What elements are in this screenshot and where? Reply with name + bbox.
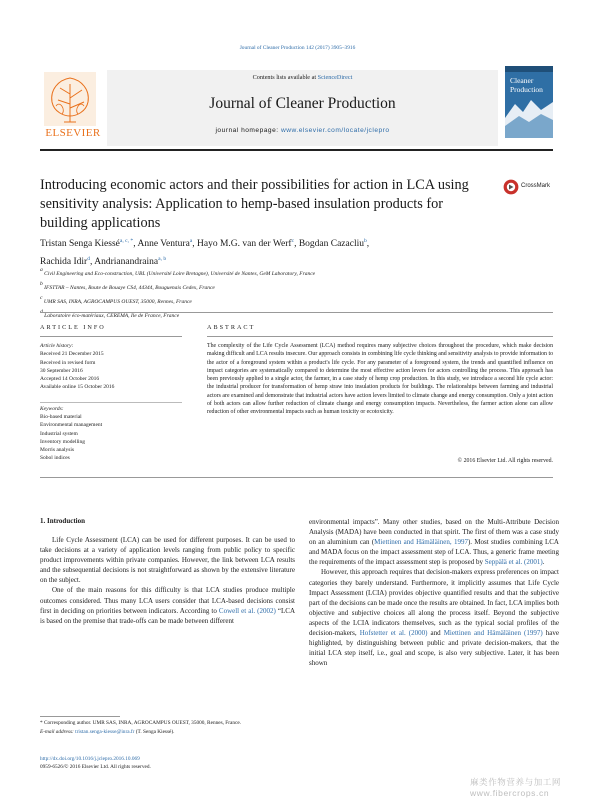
affiliation-text: Laboratoire éco-matériaux, CEREMA, Ile de France, France xyxy=(44,313,180,319)
footnote-rule xyxy=(40,716,120,717)
intro-paragraph xyxy=(309,567,559,668)
email-label: E-mail address: xyxy=(40,728,74,735)
affiliation-text: IFSTTAR – Nantes, Route de Bouaye CS4, 44344, Bouguenais Cedex, France xyxy=(44,285,215,291)
abstract-heading: ABSTRACT xyxy=(207,324,256,331)
cover-title-line1: Cleaner xyxy=(510,76,534,85)
paragraph-text: “LCA is based on the premise that trade-offs can be made between different xyxy=(40,606,295,625)
keyword-list xyxy=(40,405,190,462)
keywords-rule xyxy=(40,402,182,403)
affiliation-text: UMR SAS, INRA, AGROCAMPUS OUEST, 35000, Rennes, France xyxy=(43,299,192,305)
doi-block xyxy=(40,755,300,771)
email-suffix: (T. Senga Kiessé). xyxy=(134,728,175,735)
email-line xyxy=(40,728,300,737)
intro-paragraph xyxy=(309,517,559,567)
body-column-left xyxy=(40,535,295,626)
homepage-link[interactable]: www.elsevier.com/locate/jclepro xyxy=(280,127,390,134)
paragraph-text: ). Most studies combining LCA and MADA focus on the impact assessment step of LCA. Thus, a generic frame meeting the requirements of the impact assessment step is proposed by xyxy=(309,538,559,567)
keyword-item: Sobol indices xyxy=(40,455,70,462)
keyword-item: Morris analysis xyxy=(40,447,75,454)
author-separator: , xyxy=(294,239,299,249)
author-name[interactable]: Rachida Idir xyxy=(40,257,88,267)
citation-link[interactable]: Miettinen and Hämäläinen, 1997 xyxy=(374,538,468,547)
introduction-heading: 1. Introduction xyxy=(40,517,85,525)
journal-homepage-line xyxy=(107,127,498,134)
header-rule xyxy=(40,149,553,151)
history-line: Accepted 14 October 2016 xyxy=(40,376,100,383)
corresponding-author-footnote xyxy=(40,719,300,736)
citation-link[interactable]: Miettinen and Hämäläinen (1997) xyxy=(443,629,543,638)
corresponding-author-text: * Corresponding author. UMR SAS, INRA, AGROCAMPUS OUEST, 35000, Rennes, France. xyxy=(40,720,242,726)
history-line: Received 21 December 2015 xyxy=(40,351,104,358)
affiliation-item xyxy=(40,307,560,321)
paragraph-text: environmental impacts”. Many other studies, based on the Multi-Attribute Decision Analysis (MADA) have been conducted in that spirit. The first of them was a case study on an aluminium can ( xyxy=(309,518,559,547)
article-info-heading: ARTICLE INFO xyxy=(40,324,106,331)
affiliation-item xyxy=(40,279,560,293)
article-info-rule xyxy=(40,336,182,337)
author-name[interactable]: Andrianandraina xyxy=(94,257,159,267)
abstract-rule xyxy=(207,336,553,337)
journal-cover-image xyxy=(505,66,553,138)
history-line: 30 September 2016 xyxy=(40,367,83,374)
intro-paragraph: Life Cycle Assessment (LCA) can be used for different purposes. It can be used to take decisions at a variety of application levels ranging from public policy to specific product improvements within private companies. However, the link between LCA results and the subsequential decisions is not straightforward as shown by the extensive literature on the subject. xyxy=(40,536,295,585)
author-affiliation-mark[interactable]: d xyxy=(87,256,91,262)
front-matter-rule xyxy=(40,312,553,313)
author-affiliation-mark[interactable]: b xyxy=(364,238,367,244)
abstract-text: The complexity of the Life Cycle Assessment (LCA) method requires many subjective choices throughout the procedure, which make decision making difficult and LCA results insecure. Our approach consists in combining life cycle thinking and sensitivity analysis to provide information to the actor of a foreground system within a product's life cycle. For any parameter of a foreground system, the trends and quantified influence on impact categories are systematically compared to determine the most effective action levers for actors controlling the process. This approach has been previously applied to a single actor, the farmer, in a case study of hemp crop production. In this study, we introduce a second life cycle actor: the industrial producer for transformation of hemp straw into insulation products for buildings. The relationships between farming and industrial actors are examined and demonstrate that industrial actors have action levers limited to climate change and energy consumption. Only a joint action of both actors can allow further reduction of climate change and energy consumption impacts. Nevertheless, the farmer action alone can allow reduction of other environmental impacts such as human toxicity or ecotoxicity. xyxy=(207,343,553,416)
paragraph-text: However, this approach requires that decision-makers express preferences on impact categories they barely understand. Furthermore, it implicitly assumes that Life Cycle Impact Assessment (LCIA) provides objective quantified results and that the subjective part of the decisions can be made once the results are obtained. In fact, LCA implies both objective and subjective choices all along the process itself. Beyond the subjective aspects of the LCIA indicators themselves, such as the typical social profiles of the decision-makers, xyxy=(309,568,559,638)
abstract-copyright: © 2016 Elsevier Ltd. All rights reserved. xyxy=(457,458,553,464)
affiliation-mark: a xyxy=(40,267,43,273)
citation-link[interactable]: Seppälä et al. (2001) xyxy=(484,558,543,567)
site-watermark: 麻类作物营养与加工网 www.fibercrops.cn xyxy=(470,777,562,798)
paragraph-text: and xyxy=(427,629,444,638)
author-affiliation-mark[interactable]: c xyxy=(291,238,295,244)
cover-title-line2: Production xyxy=(510,85,543,94)
issn-line: 0959-6526/© 2016 Elsevier Ltd. All rights reserved. xyxy=(40,764,151,770)
elsevier-wordmark: ELSEVIER xyxy=(45,127,101,139)
article-title: Introducing economic actors and their possibilities for action in LCA using sensitivity analysis: Application to hemp-based insulation products for building applications xyxy=(40,177,469,231)
contents-available-line xyxy=(107,74,498,81)
citation-link[interactable]: Hofstetter et al. (2000) xyxy=(359,629,428,638)
affiliation-mark: b xyxy=(40,281,43,287)
author-name[interactable]: Tristan Senga Kiessé xyxy=(40,239,120,249)
homepage-prefix: journal homepage: xyxy=(215,127,279,134)
paragraph-text: have highlighted, by distinguishing between public and private decision-makers, that the initial LCA step itself, i.e., goal and scope, is also very subjective. Later, it has been shown xyxy=(309,629,560,668)
crossmark-badge[interactable] xyxy=(503,179,555,197)
abstract-bottom-rule xyxy=(40,477,553,478)
keyword-item: Inventory modelling xyxy=(40,438,86,445)
body-column-right xyxy=(309,517,559,668)
affiliation-item xyxy=(40,293,560,307)
sciencedirect-link[interactable]: ScienceDirect xyxy=(317,74,353,81)
journal-citation[interactable]: Journal of Cleaner Production 142 (2017) 3905–3916 xyxy=(239,45,356,51)
keyword-item: Industrial system xyxy=(40,430,78,437)
affiliation-mark: c xyxy=(40,295,43,301)
author-affiliation-mark[interactable]: a, c, * xyxy=(119,238,134,244)
affiliation-mark: d xyxy=(40,309,43,315)
author-name[interactable]: Bogdan Cazacliu xyxy=(298,239,364,249)
keyword-item: Environmental management xyxy=(40,422,103,429)
author-separator: , xyxy=(133,239,138,249)
author-name[interactable]: Anne Ventura xyxy=(137,239,190,249)
author-affiliation-mark[interactable]: a, b xyxy=(158,256,167,262)
history-heading: Article history: xyxy=(40,343,74,349)
author-affiliation-mark[interactable]: a xyxy=(189,238,193,244)
keywords-heading: Keywords: xyxy=(40,406,64,412)
contents-prefix: Contents lists available at xyxy=(252,74,317,81)
history-line: Available online 15 October 2016 xyxy=(40,384,115,391)
paragraph-text: . xyxy=(542,558,545,567)
crossmark-label: CrossMark xyxy=(521,183,551,189)
citation-link[interactable]: Cowell et al. (2002) xyxy=(218,606,276,615)
history-line: Received in revised form xyxy=(40,359,96,366)
paragraph-text: One of the main reasons for this difficulty is that LCA studies produce multiple outcomes considered. Thus many LCA users consider that LCA-based decisions consist first in deciding on priorities between indicators. According to xyxy=(40,586,295,615)
affiliation-item xyxy=(40,265,560,279)
journal-title: Journal of Cleaner Production xyxy=(209,95,396,112)
author-separator: , xyxy=(90,257,95,267)
article-history xyxy=(40,342,190,392)
author-separator: , xyxy=(192,239,198,249)
affiliation-text: Civil Engineering and Eco-construction, UBL (Université Loire Bretagne), Université de Nantes, GeM Laboratory, France xyxy=(44,271,316,277)
intro-paragraph xyxy=(40,585,295,625)
author-separator: , xyxy=(366,239,370,249)
author-name[interactable]: Hayo M.G. van der Werf xyxy=(197,239,292,249)
doi-link[interactable]: http://dx.doi.org/10.1016/j.jclepro.2016.10.069 xyxy=(40,756,140,762)
email-link[interactable]: tristan.senga-kiesse@inra.fr xyxy=(75,728,135,735)
crossmark-icon xyxy=(503,179,519,195)
keyword-item: Bio-based material xyxy=(40,414,82,421)
